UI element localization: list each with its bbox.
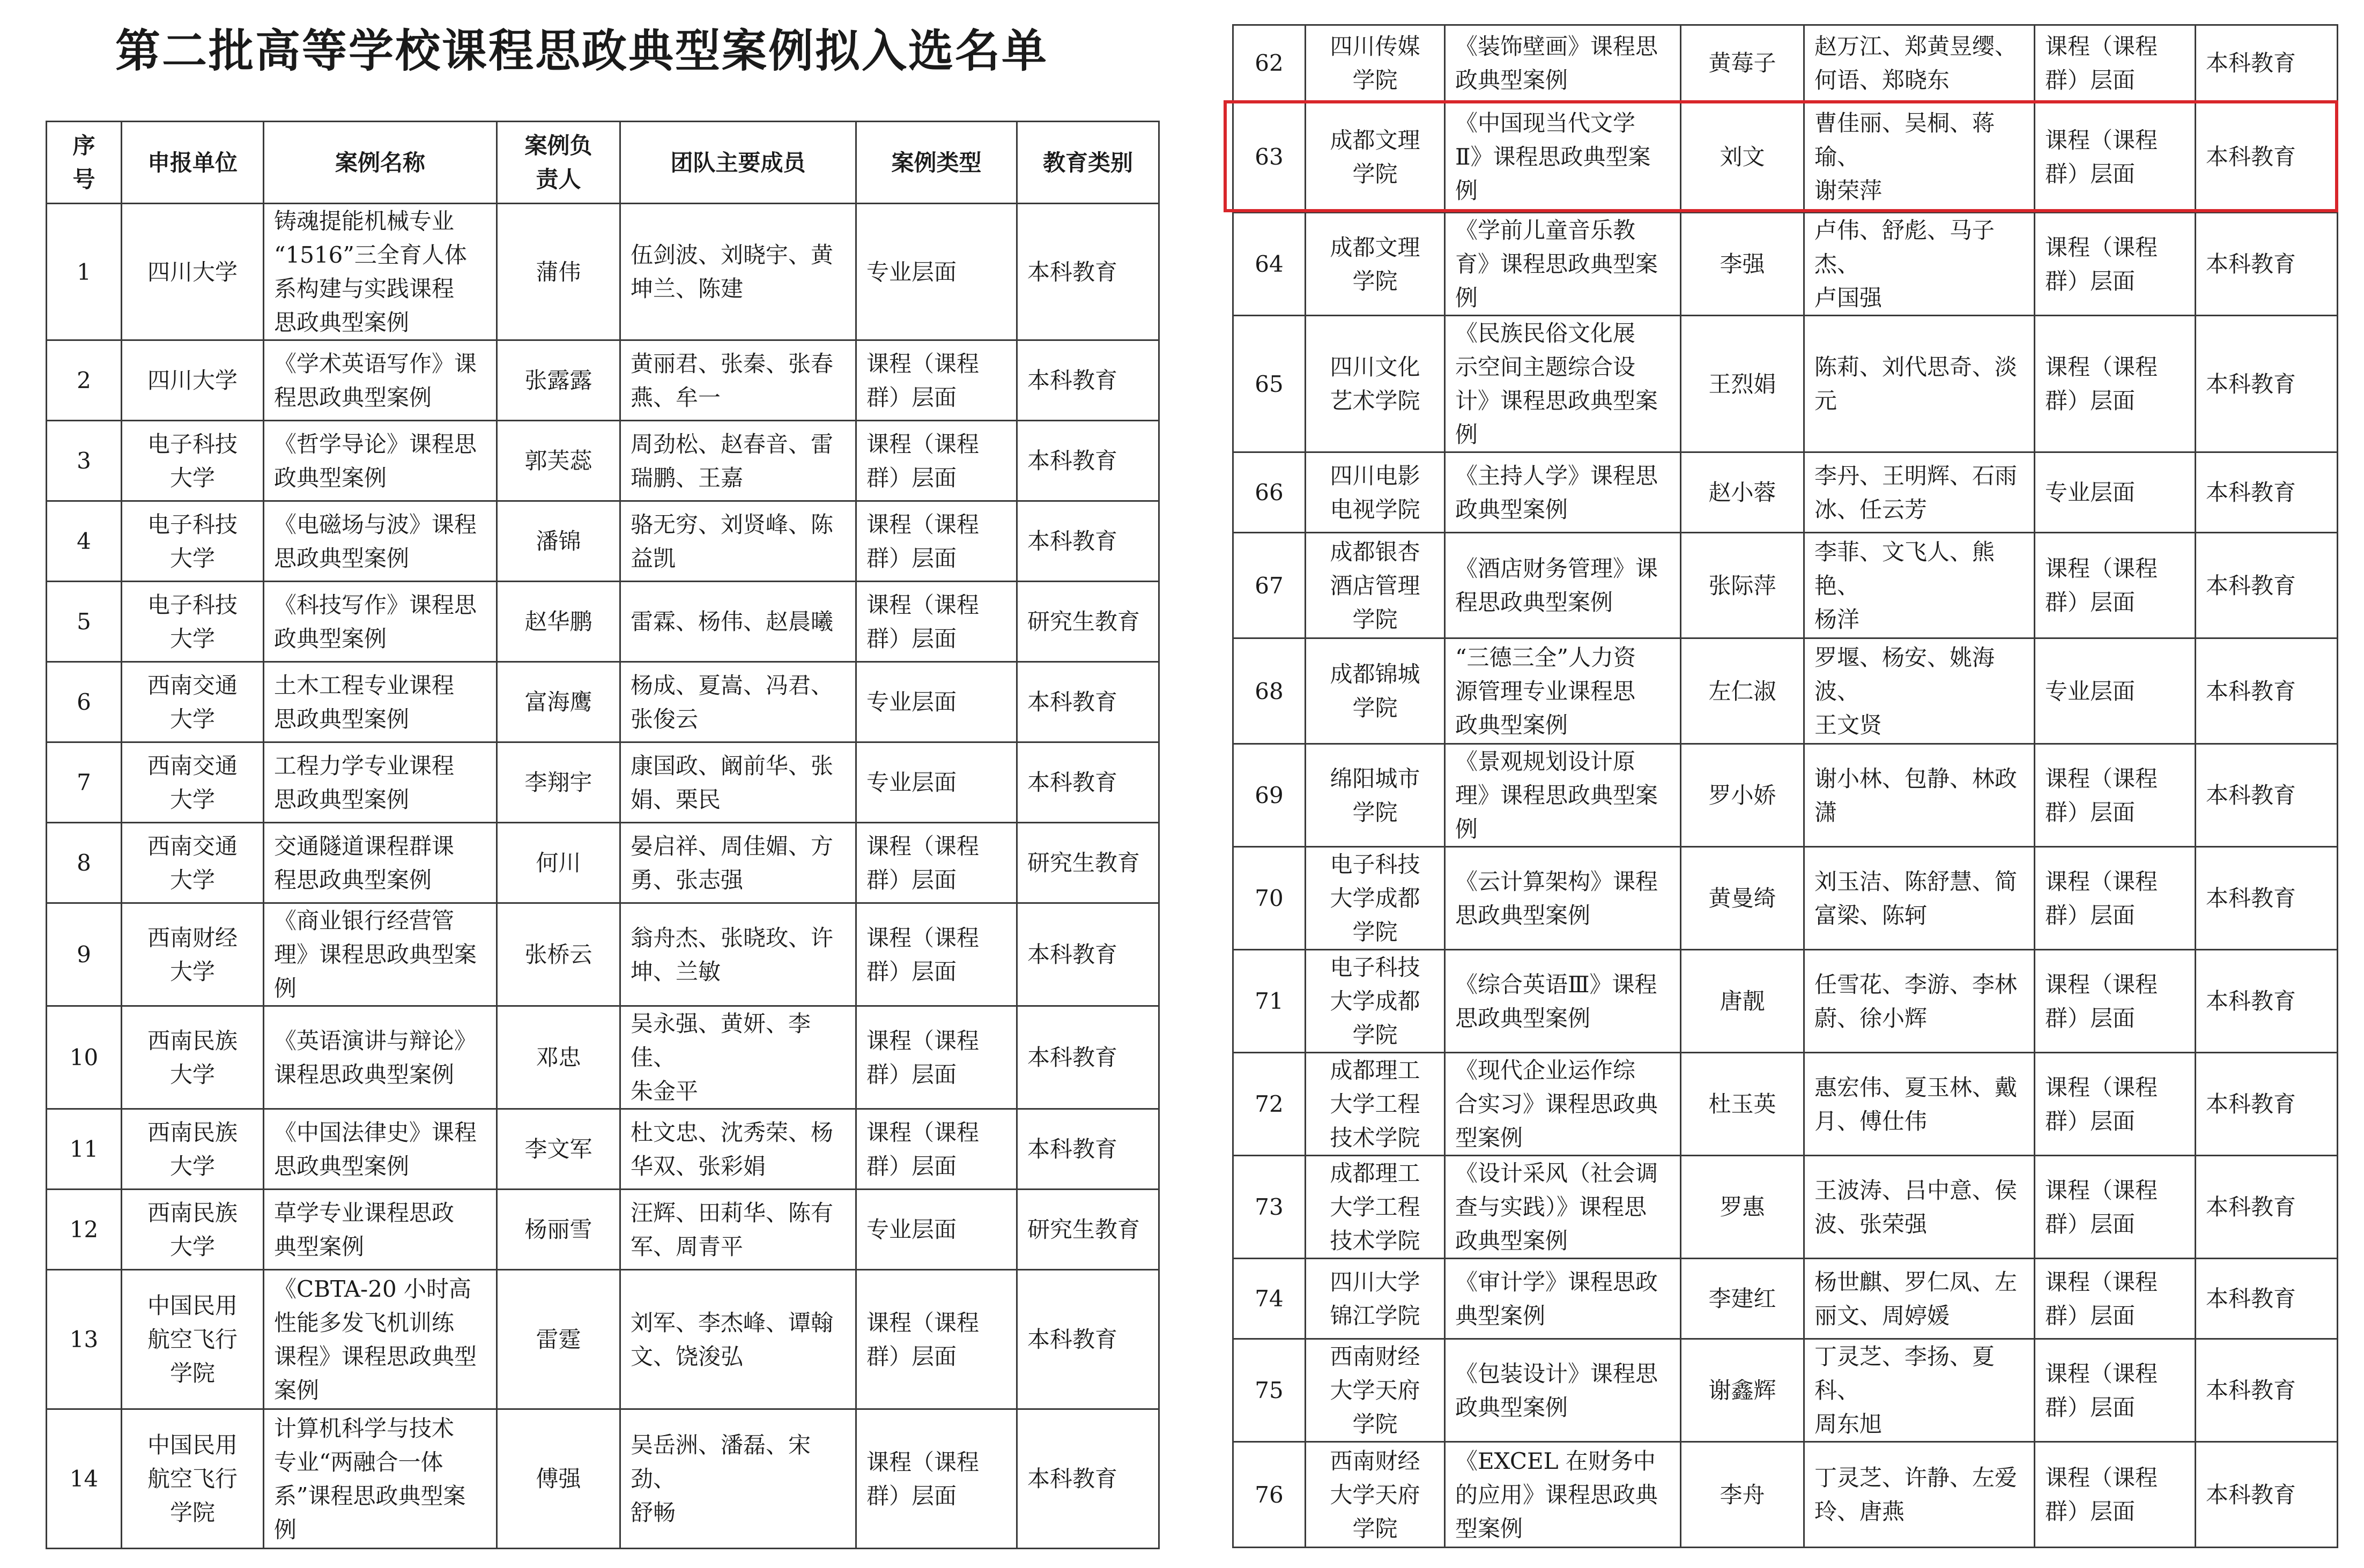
case-type: 课程（课程 群）层面 bbox=[2035, 847, 2196, 950]
applicant-unit: 电子科技 大学成都 学院 bbox=[1306, 847, 1445, 950]
row-number: 3 bbox=[47, 421, 122, 501]
case-type: 课程（课程 群）层面 bbox=[2035, 744, 2196, 847]
case-lead: 李强 bbox=[1681, 213, 1804, 316]
case-name: 《主持人学》课程思 政典型案例 bbox=[1445, 452, 1681, 533]
case-type: 专业层面 bbox=[856, 742, 1017, 823]
case-list-table-left bbox=[46, 121, 1160, 1549]
row-number: 76 bbox=[1233, 1442, 1306, 1548]
applicant-unit: 四川大学 bbox=[122, 204, 264, 340]
table-row bbox=[1233, 744, 2338, 847]
case-lead: 李建红 bbox=[1681, 1259, 1804, 1339]
applicant-unit: 电子科技 大学成都 学院 bbox=[1306, 950, 1445, 1053]
case-name: 计算机科学与技术 专业“两融合一体 系”课程思政典型案 例 bbox=[264, 1409, 497, 1549]
table-row bbox=[1233, 1442, 2338, 1548]
education-category: 本科教育 bbox=[2196, 950, 2338, 1053]
row-number: 64 bbox=[1233, 213, 1306, 316]
header-case-name: 案例名称 bbox=[264, 122, 497, 204]
page-title: 第二批高等学校课程思政典型案例拟入选名单 bbox=[115, 24, 1049, 77]
case-lead: 李舟 bbox=[1681, 1442, 1804, 1548]
table-row bbox=[1233, 638, 2338, 744]
case-name: 《综合英语Ⅲ》课程 思政典型案例 bbox=[1445, 950, 1681, 1053]
team-members: 杨世麒、罗仁凤、左 丽文、周婷媛 bbox=[1804, 1259, 2035, 1339]
row-number: 14 bbox=[47, 1409, 122, 1549]
applicant-unit: 四川大学 锦江学院 bbox=[1306, 1259, 1445, 1339]
team-members: 刘军、李杰峰、谭翰 文、饶浚弘 bbox=[620, 1270, 856, 1409]
case-type: 专业层面 bbox=[856, 662, 1017, 742]
education-category: 本科教育 bbox=[1017, 501, 1159, 582]
table-row bbox=[47, 823, 1159, 903]
row-number: 11 bbox=[47, 1109, 122, 1190]
education-category: 本科教育 bbox=[2196, 1442, 2338, 1548]
applicant-unit: 四川文化 艺术学院 bbox=[1306, 316, 1445, 452]
applicant-unit: 绵阳城市 学院 bbox=[1306, 744, 1445, 847]
table-row bbox=[47, 204, 1159, 340]
case-lead: 杜玉英 bbox=[1681, 1053, 1804, 1156]
case-name: 《学术英语写作》课 程思政典型案例 bbox=[264, 340, 497, 421]
education-category: 本科教育 bbox=[2196, 1053, 2338, 1156]
case-type: 课程（课程 群）层面 bbox=[856, 340, 1017, 421]
team-members: 雷霖、杨伟、赵晨曦 bbox=[620, 582, 856, 662]
education-category: 本科教育 bbox=[1017, 742, 1159, 823]
case-name: 《现代企业运作综 合实习》课程思政典 型案例 bbox=[1445, 1053, 1681, 1156]
row-number: 67 bbox=[1233, 533, 1306, 638]
case-type: 课程（课程 群）层面 bbox=[2035, 25, 2196, 101]
table-row bbox=[47, 1109, 1159, 1190]
team-members: 陈莉、刘代思奇、淡 元 bbox=[1804, 316, 2035, 452]
case-name: 铸魂提能机械专业 “1516”三全育人体 系构建与实践课程 思政典型案例 bbox=[264, 204, 497, 340]
education-category: 本科教育 bbox=[2196, 533, 2338, 638]
case-lead: 谢鑫辉 bbox=[1681, 1339, 1804, 1442]
header-no: 序 号 bbox=[47, 122, 122, 204]
case-name: 《审计学》课程思政 典型案例 bbox=[1445, 1259, 1681, 1339]
table-row bbox=[47, 1270, 1159, 1409]
case-name: 工程力学专业课程 思政典型案例 bbox=[264, 742, 497, 823]
education-category: 本科教育 bbox=[1017, 340, 1159, 421]
case-name: 《哲学导论》课程思 政典型案例 bbox=[264, 421, 497, 501]
education-category: 本科教育 bbox=[1017, 903, 1159, 1006]
case-lead: 富海鹰 bbox=[497, 662, 620, 742]
row-number: 62 bbox=[1233, 25, 1306, 101]
table-row bbox=[1233, 213, 2338, 316]
table-row bbox=[47, 421, 1159, 501]
case-lead: 赵华鹏 bbox=[497, 582, 620, 662]
case-lead: 张桥云 bbox=[497, 903, 620, 1006]
case-lead: 蒲伟 bbox=[497, 204, 620, 340]
applicant-unit: 电子科技 大学 bbox=[122, 501, 264, 582]
case-name: 《民族民俗文化展 示空间主题综合设 计》课程思政典型案 例 bbox=[1445, 316, 1681, 452]
table-row bbox=[1233, 1156, 2338, 1259]
table-row bbox=[47, 340, 1159, 421]
row-number: 8 bbox=[47, 823, 122, 903]
case-name: 《中国现当代文学 Ⅱ》课程思政典型案 例 bbox=[1445, 101, 1681, 213]
table-row bbox=[47, 742, 1159, 823]
table-row bbox=[1233, 847, 2338, 950]
applicant-unit: 中国民用 航空飞行 学院 bbox=[122, 1270, 264, 1409]
row-number: 73 bbox=[1233, 1156, 1306, 1259]
applicant-unit: 西南交通 大学 bbox=[122, 662, 264, 742]
education-category: 本科教育 bbox=[1017, 421, 1159, 501]
team-members: 黄丽君、张秦、张春 燕、牟一 bbox=[620, 340, 856, 421]
education-category: 研究生教育 bbox=[1017, 582, 1159, 662]
table-row bbox=[47, 903, 1159, 1006]
case-lead: 罗小娇 bbox=[1681, 744, 1804, 847]
case-lead: 郭芙蕊 bbox=[497, 421, 620, 501]
applicant-unit: 西南民族 大学 bbox=[122, 1006, 264, 1109]
team-members: 李丹、王明辉、石雨 冰、任云芳 bbox=[1804, 452, 2035, 533]
case-lead: 张露露 bbox=[497, 340, 620, 421]
team-members: 杜文忠、沈秀荣、杨 华双、张彩娟 bbox=[620, 1109, 856, 1190]
case-lead: 王烈娟 bbox=[1681, 316, 1804, 452]
table-row bbox=[1233, 1053, 2338, 1156]
table-row bbox=[1233, 950, 2338, 1053]
row-number: 7 bbox=[47, 742, 122, 823]
applicant-unit: 电子科技 大学 bbox=[122, 582, 264, 662]
education-category: 本科教育 bbox=[2196, 316, 2338, 452]
row-number: 10 bbox=[47, 1006, 122, 1109]
case-name: 《学前儿童音乐教 育》课程思政典型案 例 bbox=[1445, 213, 1681, 316]
applicant-unit: 成都文理 学院 bbox=[1306, 101, 1445, 213]
education-category: 本科教育 bbox=[1017, 1409, 1159, 1549]
case-type: 课程（课程 群）层面 bbox=[856, 582, 1017, 662]
education-category: 本科教育 bbox=[2196, 452, 2338, 533]
team-members: 骆无穷、刘贤峰、陈 益凯 bbox=[620, 501, 856, 582]
education-category: 本科教育 bbox=[1017, 1270, 1159, 1409]
case-lead: 黄莓子 bbox=[1681, 25, 1804, 101]
applicant-unit: 西南民族 大学 bbox=[122, 1190, 264, 1270]
header-lead: 案例负 责人 bbox=[497, 122, 620, 204]
case-lead: 李文军 bbox=[497, 1109, 620, 1190]
table-header-row bbox=[47, 122, 1159, 204]
case-type: 专业层面 bbox=[2035, 452, 2196, 533]
table-row bbox=[1233, 316, 2338, 452]
case-name: “三德三全”人力资 源管理专业课程思 政典型案例 bbox=[1445, 638, 1681, 744]
row-number: 6 bbox=[47, 662, 122, 742]
applicant-unit: 西南交通 大学 bbox=[122, 823, 264, 903]
row-number: 71 bbox=[1233, 950, 1306, 1053]
team-members: 王波涛、吕中意、侯 波、张荣强 bbox=[1804, 1156, 2035, 1259]
case-name: 《设计采风（社会调 查与实践）》课程思 政典型案例 bbox=[1445, 1156, 1681, 1259]
education-category: 本科教育 bbox=[2196, 1156, 2338, 1259]
table-row bbox=[1233, 25, 2338, 101]
header-unit: 申报单位 bbox=[122, 122, 264, 204]
case-type: 课程（课程 群）层面 bbox=[856, 903, 1017, 1006]
team-members: 周劲松、赵春音、雷 瑞鹏、王嘉 bbox=[620, 421, 856, 501]
case-name: 草学专业课程思政 典型案例 bbox=[264, 1190, 497, 1270]
case-lead: 潘锦 bbox=[497, 501, 620, 582]
case-type: 课程（课程 群）层面 bbox=[856, 1006, 1017, 1109]
table-row bbox=[47, 1006, 1159, 1109]
applicant-unit: 电子科技 大学 bbox=[122, 421, 264, 501]
team-members: 吴岳洲、潘磊、宋劲、 舒畅 bbox=[620, 1409, 856, 1549]
case-type: 课程（课程 群）层面 bbox=[856, 823, 1017, 903]
education-category: 本科教育 bbox=[1017, 1006, 1159, 1109]
education-category: 本科教育 bbox=[2196, 1259, 2338, 1339]
case-lead: 黄曼绮 bbox=[1681, 847, 1804, 950]
applicant-unit: 中国民用 航空飞行 学院 bbox=[122, 1409, 264, 1549]
table-row bbox=[1233, 452, 2338, 533]
table-row bbox=[47, 501, 1159, 582]
case-name: 《EXCEL 在财务中 的应用》课程思政典 型案例 bbox=[1445, 1442, 1681, 1548]
team-members: 翁舟杰、张晓玫、许 坤、兰敏 bbox=[620, 903, 856, 1006]
applicant-unit: 成都银杏 酒店管理 学院 bbox=[1306, 533, 1445, 638]
case-lead: 左仁淑 bbox=[1681, 638, 1804, 744]
team-members: 任雪花、李游、李林 蔚、徐小辉 bbox=[1804, 950, 2035, 1053]
education-category: 研究生教育 bbox=[1017, 823, 1159, 903]
case-name: 《中国法律史》课程 思政典型案例 bbox=[264, 1109, 497, 1190]
row-number: 74 bbox=[1233, 1259, 1306, 1339]
applicant-unit: 西南财经 大学天府 学院 bbox=[1306, 1339, 1445, 1442]
education-category: 本科教育 bbox=[2196, 25, 2338, 101]
applicant-unit: 西南交通 大学 bbox=[122, 742, 264, 823]
case-lead: 罗惠 bbox=[1681, 1156, 1804, 1259]
case-type: 课程（课程 群）层面 bbox=[2035, 316, 2196, 452]
team-members: 晏启祥、周佳媚、方 勇、张志强 bbox=[620, 823, 856, 903]
applicant-unit: 西南财经 大学天府 学院 bbox=[1306, 1442, 1445, 1548]
row-number: 5 bbox=[47, 582, 122, 662]
team-members: 伍剑波、刘晓宇、黄 坤兰、陈建 bbox=[620, 204, 856, 340]
team-members: 康国政、阚前华、张 娟、栗民 bbox=[620, 742, 856, 823]
team-members: 丁灵芝、李扬、夏科、 周东旭 bbox=[1804, 1339, 2035, 1442]
team-members: 李菲、文飞人、熊艳、 杨洋 bbox=[1804, 533, 2035, 638]
case-name: 《装饰壁画》课程思 政典型案例 bbox=[1445, 25, 1681, 101]
case-list-table-right bbox=[1232, 24, 2338, 1548]
education-category: 本科教育 bbox=[2196, 744, 2338, 847]
table-row bbox=[47, 662, 1159, 742]
row-number: 9 bbox=[47, 903, 122, 1006]
team-members: 赵万江、郑黄昱缨、 何语、郑晓东 bbox=[1804, 25, 2035, 101]
row-number: 69 bbox=[1233, 744, 1306, 847]
case-type: 课程（课程 群）层面 bbox=[2035, 213, 2196, 316]
applicant-unit: 成都文理 学院 bbox=[1306, 213, 1445, 316]
table-row bbox=[47, 1190, 1159, 1270]
applicant-unit: 成都理工 大学工程 技术学院 bbox=[1306, 1053, 1445, 1156]
team-members: 谢小林、包静、林政 潇 bbox=[1804, 744, 2035, 847]
case-type: 课程（课程 群）层面 bbox=[2035, 1442, 2196, 1548]
case-name: 《英语演讲与辩论》 课程思政典型案例 bbox=[264, 1006, 497, 1109]
case-name: 《酒店财务管理》课 程思政典型案例 bbox=[1445, 533, 1681, 638]
applicant-unit: 西南财经 大学 bbox=[122, 903, 264, 1006]
education-category: 本科教育 bbox=[2196, 213, 2338, 316]
education-category: 本科教育 bbox=[2196, 638, 2338, 744]
case-type: 课程（课程 群）层面 bbox=[2035, 533, 2196, 638]
case-name: 《电磁场与波》课程 思政典型案例 bbox=[264, 501, 497, 582]
team-members: 丁灵芝、许静、左爱 玲、唐燕 bbox=[1804, 1442, 2035, 1548]
education-category: 本科教育 bbox=[2196, 1339, 2338, 1442]
row-number: 75 bbox=[1233, 1339, 1306, 1442]
table-row bbox=[1233, 1339, 2338, 1442]
applicant-unit: 成都锦城 学院 bbox=[1306, 638, 1445, 744]
header-type: 案例类型 bbox=[856, 122, 1017, 204]
case-name: 《云计算架构》课程 思政典型案例 bbox=[1445, 847, 1681, 950]
case-type: 课程（课程 群）层面 bbox=[856, 501, 1017, 582]
header-category: 教育类别 bbox=[1017, 122, 1159, 204]
case-lead: 何川 bbox=[497, 823, 620, 903]
row-number: 68 bbox=[1233, 638, 1306, 744]
case-type: 课程（课程 群）层面 bbox=[2035, 1339, 2196, 1442]
team-members: 卢伟、舒彪、马子杰、 卢国强 bbox=[1804, 213, 2035, 316]
table-row bbox=[47, 582, 1159, 662]
applicant-unit: 四川传媒 学院 bbox=[1306, 25, 1445, 101]
case-lead: 唐靓 bbox=[1681, 950, 1804, 1053]
row-number: 66 bbox=[1233, 452, 1306, 533]
applicant-unit: 四川电影 电视学院 bbox=[1306, 452, 1445, 533]
team-members: 吴永强、黄妍、李佳、 朱金平 bbox=[620, 1006, 856, 1109]
case-type: 课程（课程 群）层面 bbox=[2035, 1156, 2196, 1259]
education-category: 研究生教育 bbox=[1017, 1190, 1159, 1270]
education-category: 本科教育 bbox=[1017, 662, 1159, 742]
case-lead: 刘文 bbox=[1681, 101, 1804, 213]
row-number: 2 bbox=[47, 340, 122, 421]
team-members: 杨成、夏嵩、冯君、 张俊云 bbox=[620, 662, 856, 742]
table-row bbox=[1233, 533, 2338, 638]
case-lead: 邓忠 bbox=[497, 1006, 620, 1109]
row-number: 12 bbox=[47, 1190, 122, 1270]
applicant-unit: 成都理工 大学工程 技术学院 bbox=[1306, 1156, 1445, 1259]
case-type: 课程（课程 群）层面 bbox=[2035, 101, 2196, 213]
case-lead: 张际萍 bbox=[1681, 533, 1804, 638]
case-name: 《商业银行经营管 理》课程思政典型案 例 bbox=[264, 903, 497, 1006]
team-members: 罗堰、杨安、姚海波、 王文贤 bbox=[1804, 638, 2035, 744]
case-type: 课程（课程 群）层面 bbox=[856, 1270, 1017, 1409]
case-type: 专业层面 bbox=[2035, 638, 2196, 744]
team-members: 曹佳丽、吴桐、蒋瑜、 谢荣萍 bbox=[1804, 101, 2035, 213]
case-type: 专业层面 bbox=[856, 1190, 1017, 1270]
row-number: 4 bbox=[47, 501, 122, 582]
case-name: 《包装设计》课程思 政典型案例 bbox=[1445, 1339, 1681, 1442]
row-number: 72 bbox=[1233, 1053, 1306, 1156]
education-category: 本科教育 bbox=[1017, 1109, 1159, 1190]
case-name: 《景观规划设计原 理》课程思政典型案 例 bbox=[1445, 744, 1681, 847]
education-category: 本科教育 bbox=[1017, 204, 1159, 340]
case-name: 土木工程专业课程 思政典型案例 bbox=[264, 662, 497, 742]
case-name: 《科技写作》课程思 政典型案例 bbox=[264, 582, 497, 662]
team-members: 惠宏伟、夏玉林、戴 月、傅仕伟 bbox=[1804, 1053, 2035, 1156]
row-number: 1 bbox=[47, 204, 122, 340]
case-lead: 杨丽雪 bbox=[497, 1190, 620, 1270]
case-type: 课程（课程 群）层面 bbox=[2035, 1053, 2196, 1156]
case-type: 课程（课程 群）层面 bbox=[2035, 1259, 2196, 1339]
team-members: 刘玉洁、陈舒慧、简 富梁、陈轲 bbox=[1804, 847, 2035, 950]
case-type: 课程（课程 群）层面 bbox=[856, 421, 1017, 501]
case-name: 交通隧道课程群课 程思政典型案例 bbox=[264, 823, 497, 903]
case-lead: 傅强 bbox=[497, 1409, 620, 1549]
case-name: 《CBTA-20 小时高 性能多发飞机训练 课程》课程思政典型 案例 bbox=[264, 1270, 497, 1409]
case-type: 课程（课程 群）层面 bbox=[856, 1109, 1017, 1190]
case-type: 课程（课程 群）层面 bbox=[856, 1409, 1017, 1549]
education-category: 本科教育 bbox=[2196, 847, 2338, 950]
table-row bbox=[1233, 1259, 2338, 1339]
table-row bbox=[47, 1409, 1159, 1549]
case-lead: 雷霆 bbox=[497, 1270, 620, 1409]
row-number: 13 bbox=[47, 1270, 122, 1409]
header-members: 团队主要成员 bbox=[620, 122, 856, 204]
case-type: 专业层面 bbox=[856, 204, 1017, 340]
row-number: 65 bbox=[1233, 316, 1306, 452]
applicant-unit: 西南民族 大学 bbox=[122, 1109, 264, 1190]
row-number: 70 bbox=[1233, 847, 1306, 950]
case-lead: 赵小蓉 bbox=[1681, 452, 1804, 533]
case-lead: 李翔宇 bbox=[497, 742, 620, 823]
applicant-unit: 四川大学 bbox=[122, 340, 264, 421]
row-number: 63 bbox=[1233, 101, 1306, 213]
education-category: 本科教育 bbox=[2196, 101, 2338, 213]
team-members: 汪辉、田莉华、陈有 军、周青平 bbox=[620, 1190, 856, 1270]
case-type: 课程（课程 群）层面 bbox=[2035, 950, 2196, 1053]
highlight-box bbox=[1224, 100, 2338, 212]
